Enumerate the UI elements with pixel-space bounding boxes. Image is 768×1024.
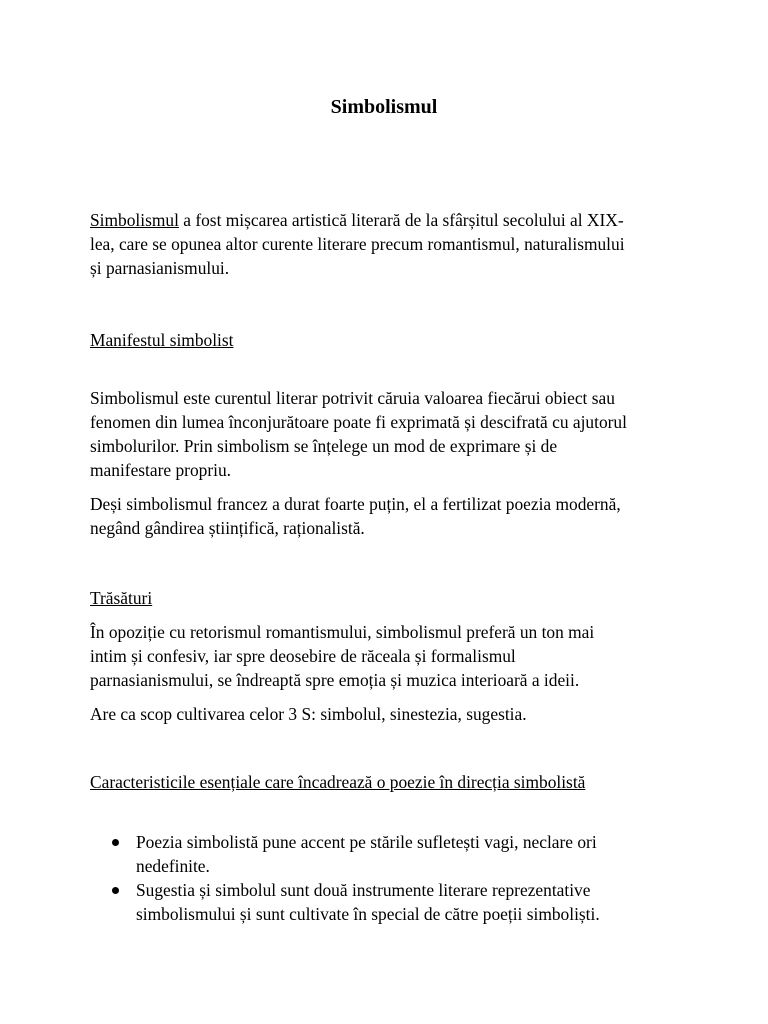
- manifest-p2-line-1: Deși simbolismul francez a durat foarte puțin, el a fertilizat poezia modernă,: [90, 494, 621, 514]
- list-item: [90, 830, 690, 878]
- intro-line-1-text: a fost mișcarea artistică literară de la sfârșitul secolului al XIX-: [178, 210, 624, 230]
- intro-term-link: Simbolismul: [90, 210, 179, 230]
- caracteristici-bullet-list: [90, 830, 690, 926]
- heading-caracteristici: Caracteristicile esențiale care încadrează o poezie în direcția simbolistă: [90, 772, 586, 792]
- page-title: Simbolismul: [330, 96, 438, 118]
- bullet-1-line-1: Poezia simbolistă pune accent pe stările sufletești vagi, neclare ori: [136, 832, 597, 852]
- bullet-dot-icon: [112, 887, 119, 894]
- bullet-2-line-2: simbolismului și sunt cultivate în special de către poeții simboliști.: [136, 904, 600, 924]
- intro-paragraph: [90, 208, 680, 280]
- heading-manifest: Manifestul simbolist: [90, 330, 234, 350]
- manifest-p1-line-4: manifestare propriu.: [90, 460, 232, 480]
- bullet-dot-icon: [112, 839, 119, 846]
- list-item: [90, 878, 690, 926]
- manifest-p1-line-3: simbolurilor. Prin simbolism se înțelege un mod de exprimare și de: [90, 436, 558, 456]
- trasaturi-paragraph-1: [90, 620, 680, 692]
- heading-trasaturi: Trăsături: [90, 588, 153, 608]
- intro-line-3: și parnasianismului.: [90, 258, 230, 278]
- trasaturi-p2-line-1: Are ca scop cultivarea celor 3 S: simbolul, sinestezia, sugestia.: [90, 704, 527, 724]
- intro-line-2: lea, care se opunea altor curente literare precum romantismul, naturalismului: [90, 234, 625, 254]
- trasaturi-paragraph-2: [90, 702, 680, 726]
- trasaturi-p1-line-2: intim și confesiv, iar spre deosebire de răceala și formalismul: [90, 646, 516, 666]
- manifest-p1-line-2: fenomen din lumea înconjurătoare poate fi exprimată și descifrată cu ajutorul: [90, 412, 627, 432]
- trasaturi-p1-line-3: parnasianismului, se îndreaptă spre emoția și muzica interioară a ideii.: [90, 670, 580, 690]
- bullet-1-line-2: nedefinite.: [136, 856, 210, 876]
- bullet-2-line-1: Sugestia și simbolul sunt două instrumente literare reprezentative: [136, 880, 591, 900]
- manifest-p1-line-1: Simbolismul este curentul literar potrivit căruia valoarea fiecărui obiect sau: [90, 388, 615, 408]
- manifest-paragraph-2: [90, 492, 680, 540]
- manifest-paragraph-1: [90, 386, 680, 482]
- manifest-p2-line-2: negând gândirea științifică, raționalistă.: [90, 518, 365, 538]
- trasaturi-p1-line-1: În opoziție cu retorismul romantismului, simbolismul preferă un ton mai: [90, 622, 595, 642]
- intro-line-1: [90, 208, 680, 232]
